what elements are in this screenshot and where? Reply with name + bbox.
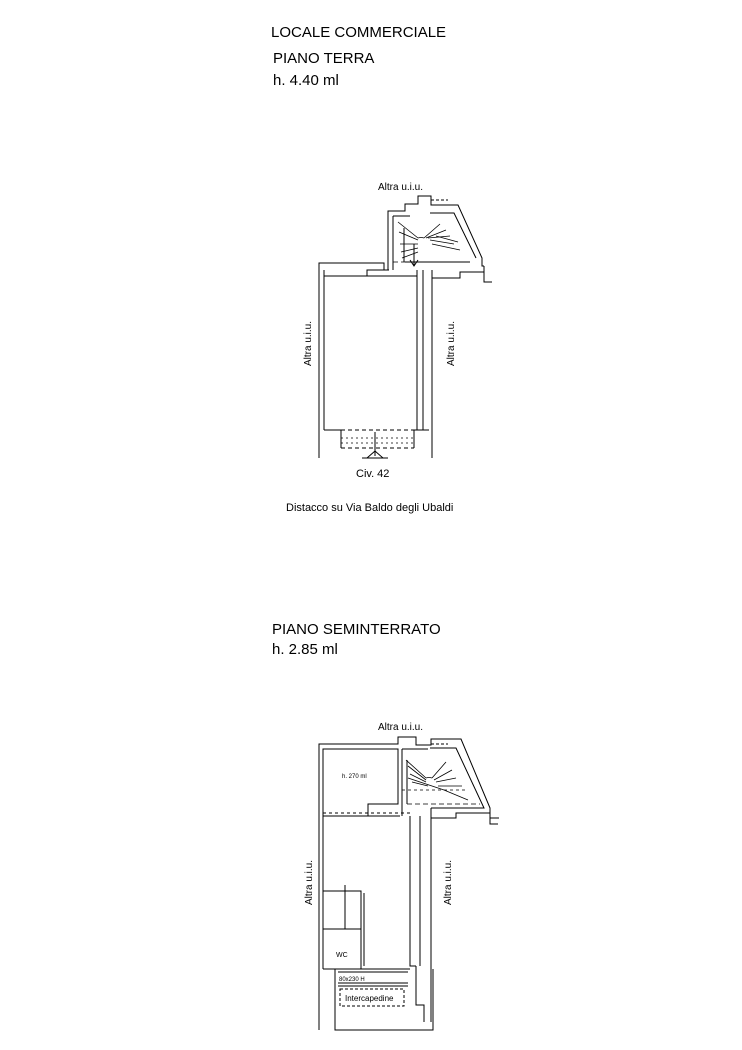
- basement-label-right: Altra u.i.u.: [443, 859, 454, 905]
- drawing-title: LOCALE COMMERCIALE: [271, 24, 447, 41]
- ground-label-right: Altra u.i.u.: [446, 320, 457, 366]
- ground-stair-arrow: [410, 244, 418, 266]
- room-height-label: h. 270 ml: [342, 774, 367, 780]
- basement-plan: [319, 737, 499, 1030]
- ground-stair-treads: [393, 222, 470, 262]
- cavity-label: Intercapedine: [345, 994, 394, 1003]
- window-label: 80x230 H: [339, 977, 365, 983]
- floor-title-basement: PIANO SEMINTERRATO: [272, 621, 441, 638]
- ground-stair-wall: [393, 213, 476, 270]
- ground-label-left: Altra u.i.u.: [303, 320, 314, 366]
- floor-height-basement: h. 2.85 ml: [272, 641, 338, 658]
- ground-inner-wall: [324, 270, 417, 430]
- ground-bottom-wall: [324, 430, 429, 448]
- ground-entrance-dashes: [341, 430, 414, 448]
- floor-height-ground: h. 4.40 ml: [273, 72, 339, 89]
- basement-right-wall: [410, 808, 498, 1022]
- entrance-label: Civ. 42: [356, 468, 390, 480]
- ground-entrance-ticks: [341, 438, 414, 443]
- ground-floor-plan: [319, 196, 492, 458]
- ground-label-top: Altra u.i.u.: [378, 182, 424, 193]
- ground-right-wall-inner: [417, 270, 432, 276]
- basement-label-top: Altra u.i.u.: [378, 722, 424, 733]
- floor-title-ground: PIANO TERRA: [273, 50, 375, 67]
- entrance-marker: [362, 432, 388, 458]
- basement-stair-wall: [402, 748, 484, 816]
- wc-label: WC: [336, 952, 348, 959]
- street-note: Distacco su Via Baldo degli Ubaldi: [286, 502, 454, 514]
- basement-label-left: Altra u.i.u.: [304, 859, 315, 905]
- ground-outer-wall: [319, 196, 484, 458]
- basement-stair-treads: [402, 760, 480, 804]
